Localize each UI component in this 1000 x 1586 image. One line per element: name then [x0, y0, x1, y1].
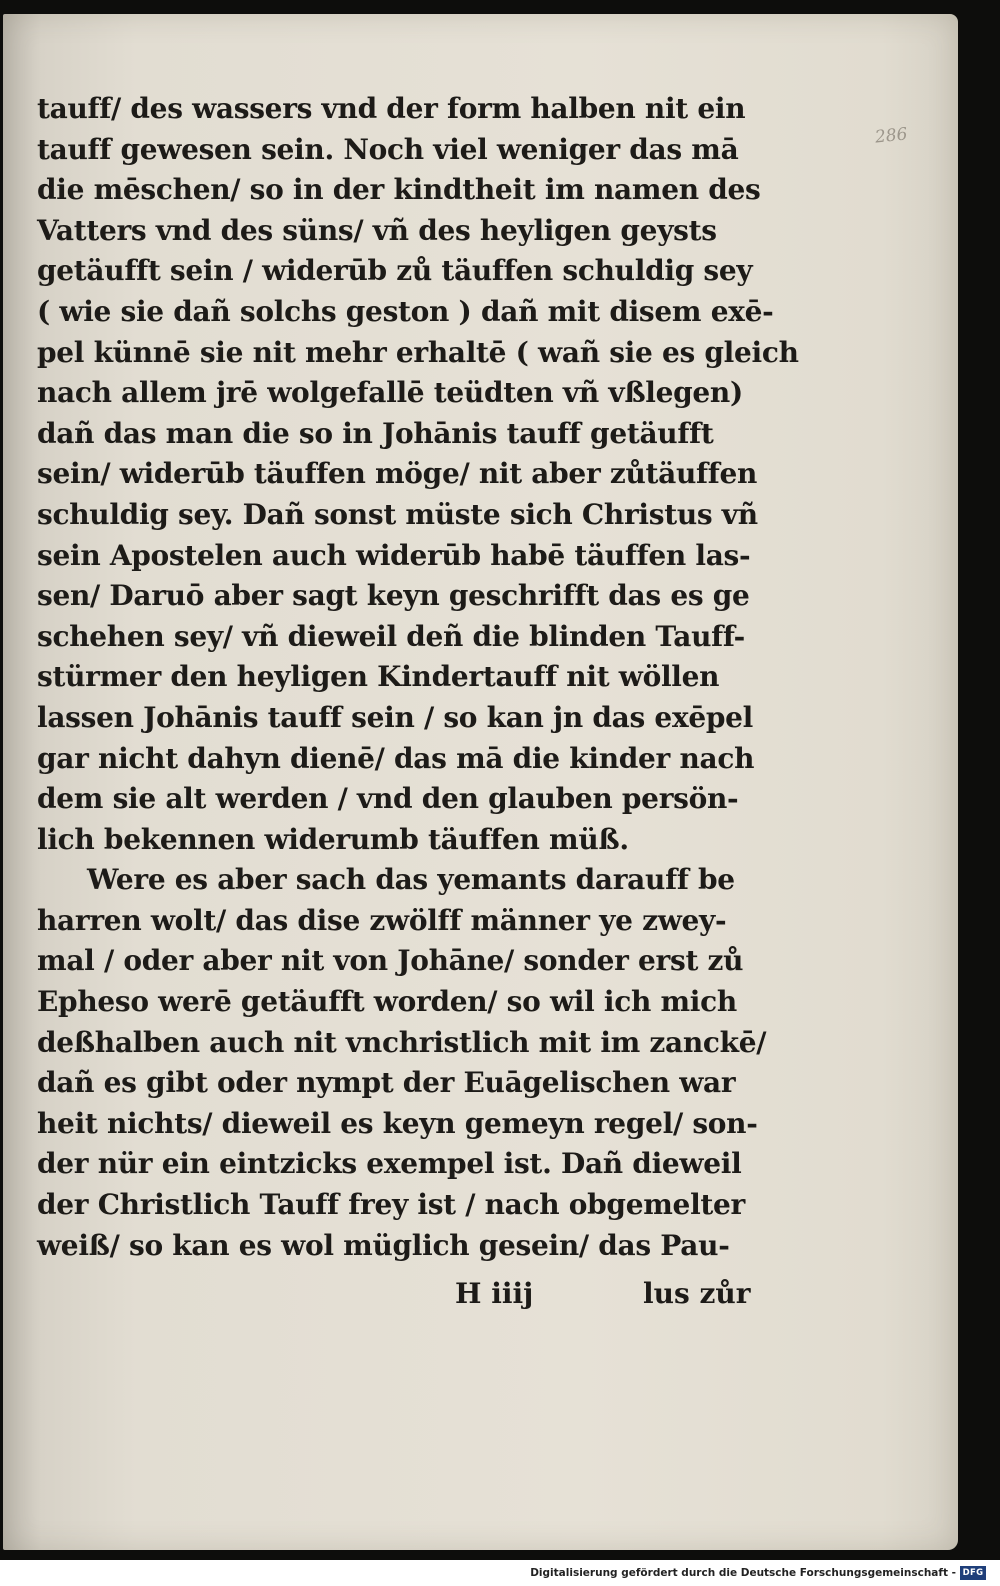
text-line: schuldig sey. Dañ sonst müste sich Christus vñ	[37, 497, 758, 531]
text-line: sein Apostelen auch widerūb habē täuffen las-	[37, 538, 751, 572]
text-line: dañ es gibt oder nympt der Euāgelischen war	[37, 1066, 736, 1100]
dfg-logo-icon: DFG	[960, 1566, 986, 1580]
text-line: deßhalben auch nit vnchristlich mit im zanckē/	[37, 1025, 767, 1059]
text-line: ( wie sie dañ solchs geston ) dañ mit disem exē-	[37, 294, 774, 328]
text-line-paragraph-start: Were es aber sach das yemants darauff be	[87, 863, 735, 897]
page-text-block	[37, 89, 799, 1266]
text-line: gar nicht dahyn dienē/ das mā die kinder nach	[37, 741, 755, 775]
text-line: Vatters vnd des süns/ vñ des heyligen geysts	[37, 213, 717, 247]
text-line: weiß/ so kan es wol müglich gesein/ das Pau-	[37, 1228, 730, 1262]
text-line: pel künnē sie nit mehr erhaltē ( wañ sie es gleich	[37, 335, 799, 369]
text-line: tauff/ des wassers vnd der form halben nit ein	[37, 92, 746, 125]
text-line: harren wolt/ das dise zwölff männer ye zwey-	[37, 903, 727, 937]
text-line: getäufft sein / widerūb zů täuffen schuldig sey	[37, 254, 753, 288]
text-line: sen/ Daruō aber sagt keyn geschrifft das es ge	[37, 579, 750, 613]
text-line: die mēschen/ so in der kindtheit im namen des	[37, 173, 761, 207]
text-line: dañ das man die so in Johānis tauff getäufft	[37, 416, 714, 450]
text-line: nach allem jrē wolgefallē teüdten vñ vßlegen)	[37, 376, 743, 410]
text-line: schehen sey/ vñ dieweil deñ die blinden Tauff-	[37, 619, 745, 653]
credit-bar	[0, 1563, 1000, 1586]
text-line: der Christlich Tauff frey ist / nach obgemelter	[37, 1188, 746, 1222]
text-line: lich bekennen widerumb täuffen müß.	[37, 822, 629, 856]
text-line: heit nichts/ dieweil es keyn gemeyn regel/ son-	[37, 1106, 758, 1140]
funding-credit: Digitalisierung gefördert durch die Deutsche Forschungsgemeinschaft -	[530, 1567, 956, 1579]
text-line: der nür ein eintzicks exempel ist. Dañ dieweil	[37, 1147, 742, 1181]
text-line: mal / oder aber nit von Johāne/ sonder erst zů	[37, 944, 744, 978]
text-line: stürmer den heyligen Kindertauff nit wöllen	[37, 660, 720, 694]
text-line: tauff gewesen sein. Noch viel weniger das mā	[37, 132, 739, 166]
margin-folio-note: 286	[874, 124, 909, 148]
book-page	[3, 14, 958, 1550]
page-footer	[3, 1277, 763, 1317]
text-line: sein/ widerūb täuffen möge/ nit aber zůtäuffen	[37, 457, 758, 491]
text-line: Epheso werē getäufft worden/ so wil ich mich	[37, 985, 737, 1019]
text-line: dem sie alt werden / vnd den glauben persön-	[37, 782, 739, 816]
signature-mark: H iiij	[455, 1277, 534, 1310]
catchword: lus zůr	[643, 1277, 751, 1310]
text-line: lassen Johānis tauff sein / so kan jn das exēpel	[37, 700, 753, 734]
